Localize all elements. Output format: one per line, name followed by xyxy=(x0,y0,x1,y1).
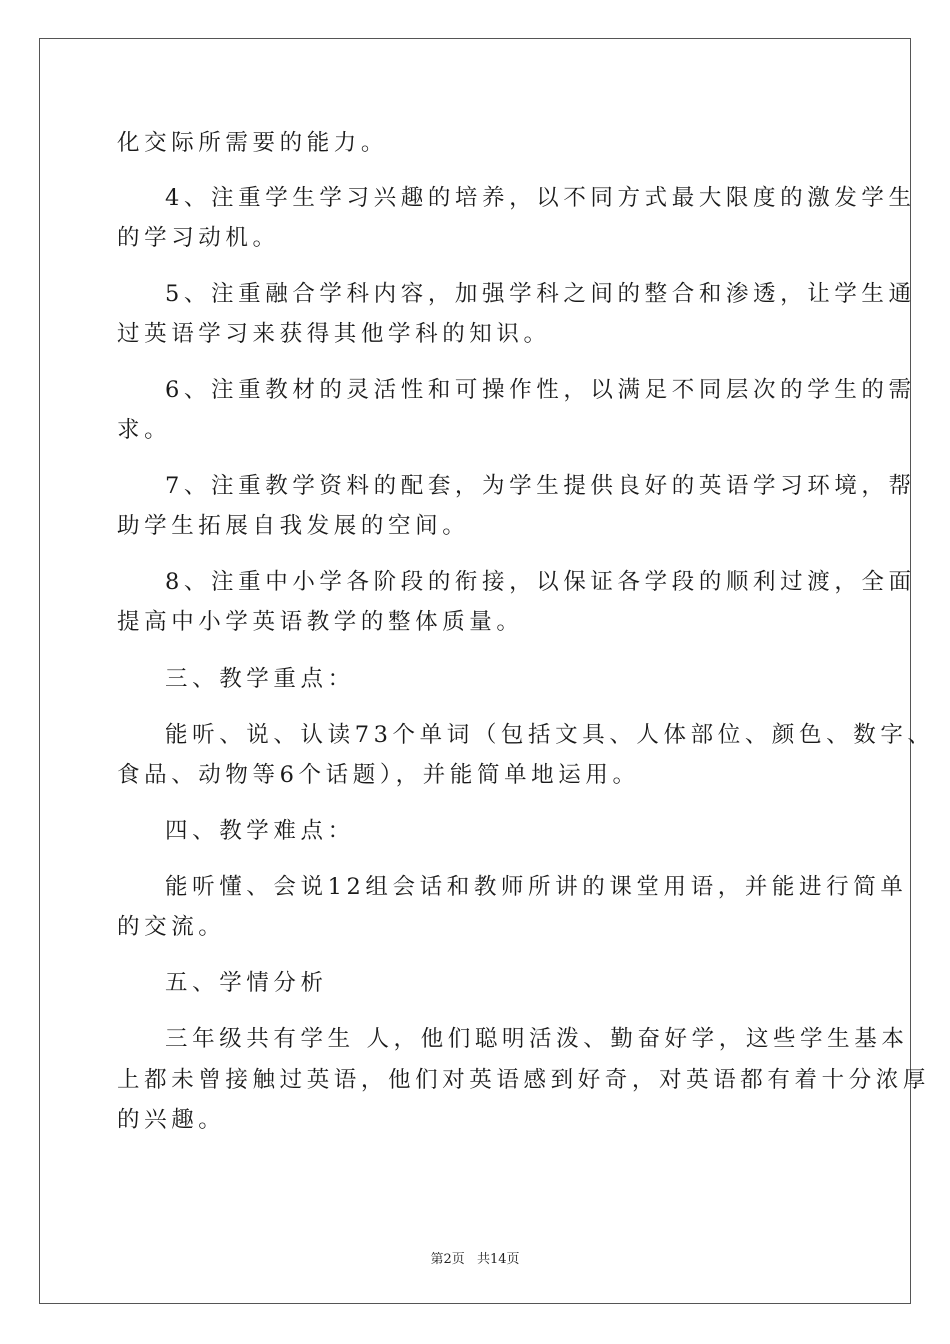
text-line: 食品、动物等6个话题），并能简单地运用。 xyxy=(117,762,640,788)
text-line: 上都未曾接触过英语，他们对英语感到好奇，对英语都有着十分浓厚 xyxy=(117,1067,931,1093)
text-line: 三年级共有学生 人，他们聪明活泼、勤奋好学，这些学生基本 xyxy=(165,1026,909,1052)
text-line: 助学生拓展自我发展的空间。 xyxy=(117,513,470,539)
text-line: 的兴趣。 xyxy=(117,1107,226,1133)
text-line: 5、注重融合学科内容，加强学科之间的整合和渗透，让学生通 xyxy=(165,281,916,307)
text-line: 过英语学习来获得其他学科的知识。 xyxy=(117,321,551,347)
text-line: 8、注重中小学各阶段的衔接，以保证各学段的顺利过渡，全面 xyxy=(165,569,916,595)
text-line: 7、注重教学资料的配套，为学生提供良好的英语学习环境，帮 xyxy=(165,473,916,499)
text-line: 能听、说、认读73个单词（包括文具、人体部位、颜色、数字、 xyxy=(165,722,935,748)
text-line: 的学习动机。 xyxy=(117,225,280,251)
text-line: 三、教学重点： xyxy=(165,666,355,692)
text-line: 能听懂、会说12组会话和教师所讲的课堂用语，并能进行简单 xyxy=(165,874,908,900)
page-number: 第2页 xyxy=(430,1252,465,1267)
page-footer xyxy=(0,1248,950,1267)
text-line: 6、注重教材的灵活性和可操作性，以满足不同层次的学生的需 xyxy=(165,377,916,403)
text-line: 五、学情分析 xyxy=(165,970,328,996)
text-line: 的交流。 xyxy=(117,914,226,940)
text-line: 四、教学难点： xyxy=(165,818,355,844)
page-total: 共14页 xyxy=(476,1252,520,1267)
text-line: 化交际所需要的能力。 xyxy=(117,130,389,156)
text-line: 4、注重学生学习兴趣的培养，以不同方式最大限度的激发学生 xyxy=(165,185,916,211)
text-line: 求。 xyxy=(117,417,172,443)
text-line: 提高中小学英语教学的整体质量。 xyxy=(117,609,524,635)
